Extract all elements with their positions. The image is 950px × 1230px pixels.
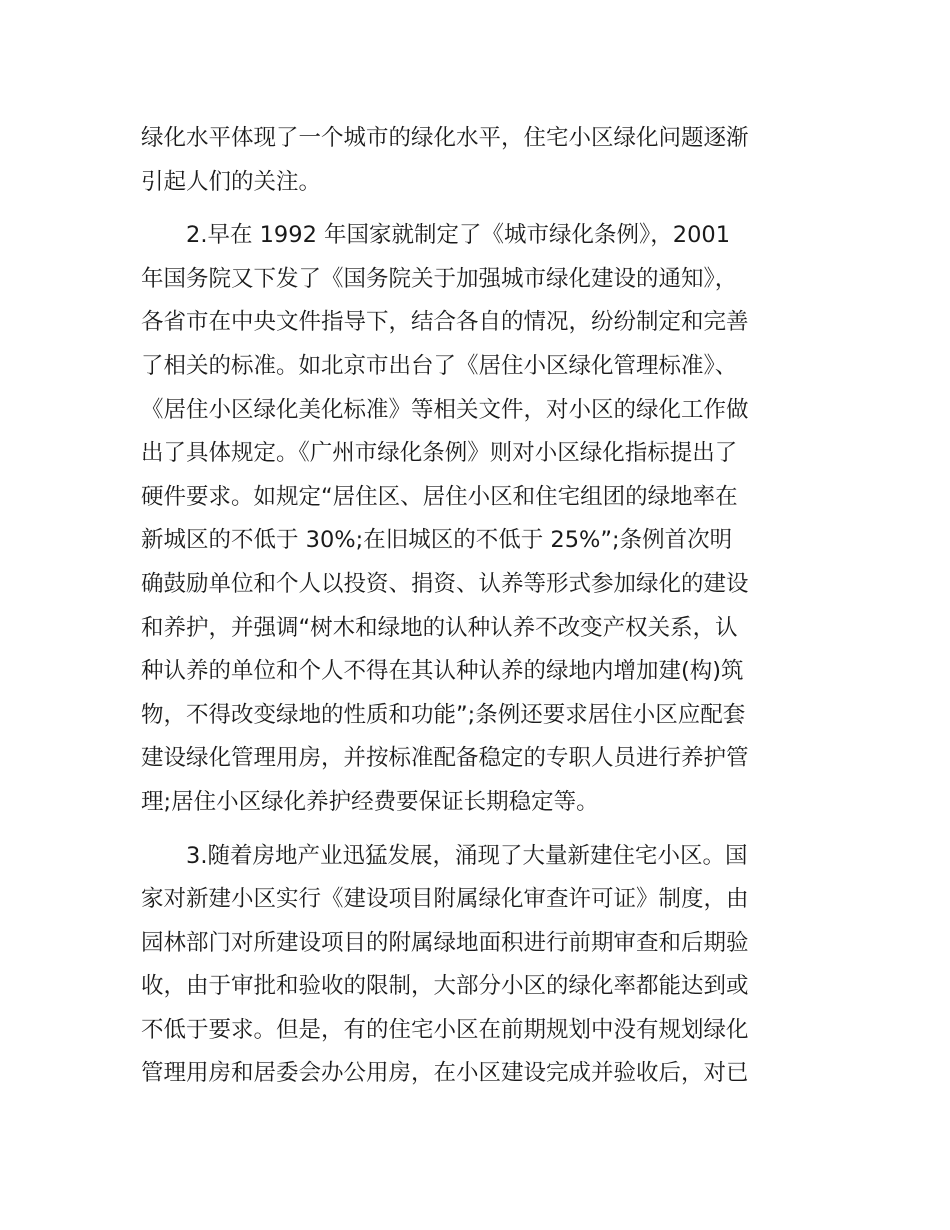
text-line: 出了具体规定。《广州市绿化条例》则对小区绿化指标提出了 [141,440,738,467]
paragraph-2 [141,214,811,824]
text-line: 引起人们的关注。 [141,168,322,195]
paragraph-spacer [141,825,811,835]
text-line: 年国务院又下发了《国务院关于加强城市绿化建设的通知》， [141,265,738,292]
text-line: 《居住小区绿化美化标准》等相关文件，对小区的绿化工作做 [141,396,749,423]
text-line: 确鼓励单位和个人以投资、捐资、认养等形式参加绿化的建设 [141,570,749,597]
text-line: 了相关的标准。如北京市出台了《居住小区绿化管理标准》、 [141,352,738,379]
paragraph-spacer [141,204,811,214]
text-line: 建设绿化管理用房，并按标准配备稳定的专职人员进行养护管 [141,745,749,772]
text-line: 各省市在中央文件指导下，结合各自的情况，纷纷制定和完善 [141,309,749,336]
text-line: 2.早在 1992 年国家就制定了《城市绿化条例》，2001 [141,222,731,249]
text-line: 管理用房和居委会办公用房，在小区建设完成并验收后，对已 [141,1060,749,1087]
text-line: 3.随着房地产业迅猛发展，涌现了大量新建住宅小区。国 [141,842,748,869]
text-line: 绿化水平体现了一个城市的绿化水平，住宅小区绿化问题逐渐 [141,125,749,151]
text-line: 新城区的不低于 30%;在旧城区的不低于 25%”;条例首次明 [141,527,733,554]
text-line: 种认养的单位和个人不得在其认种认养的绿地内增加建(构)筑 [141,658,744,685]
text-line: 物，不得改变绿地的性质和功能”;条例还要求居住小区应配套 [141,701,746,728]
text-line: 家对新建小区实行《建设项目附属绿化审查许可证》制度，由 [141,886,749,913]
paragraph-3 [141,835,811,1097]
text-line: 和养护，并强调“树木和绿地的认种认养不改变产权关系，认 [141,614,738,641]
text-line: 收，由于审批和验收的限制，大部分小区的绿化率都能达到或 [141,973,749,1000]
text-line: 硬件要求。如规定“居住区、居住小区和住宅组团的绿地率在 [141,483,738,510]
paragraph-1 [141,117,811,204]
text-line: 理;居住小区绿化养护经费要保证长期稳定等。 [141,788,599,815]
document-body [141,117,811,1096]
text-line: 不低于要求。但是，有的住宅小区在前期规划中没有规划绿化 [141,1016,749,1043]
text-line: 园林部门对所建设项目的附属绿地面积进行前期审查和后期验 [141,929,749,956]
